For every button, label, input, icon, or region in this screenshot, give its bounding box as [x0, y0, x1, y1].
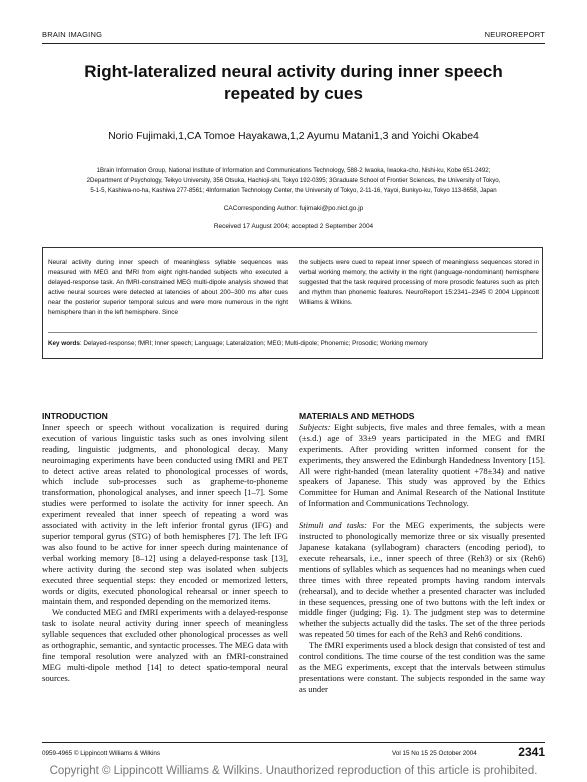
header-rule [42, 43, 545, 44]
methods-paragraph-3: The fMRI experiments used a block design that consisted of test and control conditions. The time course of the test condition was the same as the MEG experiments, except that the intervals between stimulus presentations were constant. The subjects responded in the same way as under [299, 640, 545, 694]
intro-paragraph-1: Inner speech or speech without vocalization is required during execution of various linguistic tasks such as ones involving silent reading, linguistic judgments, and phonological decay. Many neuroimaging experiments have been conducted using fMRI and PET to detect active areas related to phonological processes of words, which include sub-processes such as grapheme-to-phoneme transformation, phonological analyses, and inner speech [1–7]. Some studies were performed to isolate the activity for inner speech. An experiment revealed that inner speech of repeating a word was associated with activity in the left inferior frontal gyrus (IFG) and superior temporal gyrus (STG) of both hemispheres [7]. The left IFG was also found to be active for inner speech during maintenance of verbal working memory [8–12] using a delayed-response task [13], where activity during the second step was isolated when subjects executed three sequential steps: they encoded or memorized letters, words or digits, executed phonological rehearsal or inner speech to maintain them, and responded depending on the memorized items. [42, 421, 288, 607]
article-title: Right-lateralized neural activity during inner speech repeated by cues [84, 62, 503, 103]
stimuli-text: For the MEG experiments, the subjects were instructed to phonologically memorize three or six visually presented Japanese katakana (syllabogram) characters (encoding period), to execute rehearsals, i.e., inner speech of three (Reh3) or six (Reh6) mentions of syllables which as sequences had no meanings when cued three times with three repeated prompts having random intervals (rehearsal), and to decide whether a presented character was included in these sequences, pressing one of two buttons with the left index or middle finger (judging; Fig. 1). The judgment step was to determine whether the subjects actually did the tasks. The set of the three periods was repeated 50 times for each of the Reh3 and Reh6 conditions. [299, 520, 545, 640]
subjects-paragraph [299, 422, 545, 509]
intro-heading: INTRODUCTION [42, 411, 108, 421]
keywords [48, 340, 538, 347]
footer-rule [42, 742, 545, 743]
copyright-notice: Copyright © Lippincott Williams & Wilkins. Unauthorized reproduction of this article is prohibited. [49, 765, 538, 777]
abstract-right: the subjects were cued to repeat inner speech of meaningless sequences stored in verbal working memory, the activity in the right (language-nondominant) hemisphere suggested that the task required processing of more prosodic features such as pitch and rhythm than phonemic features. NeuroReport 15:2341–2345 © 2004 Lippincott Williams & Wilkins. [299, 259, 539, 306]
corresponding-author: CACorresponding Author: fujimaki@po.nict.go.jp [223, 205, 364, 212]
keywords-text: : Delayed-response; fMRI; Inner speech; Language; Lateralization; MEG; Multi-dipole; Phonemic; Prosodic; Working memory [79, 340, 428, 347]
left-column [42, 411, 288, 684]
volume-line: Vol 15 No 15 25 October 2004 [392, 750, 477, 757]
affiliation-line: 5-1-5, Kashiwa-no-ha, Kashiwa 277-8561; 4Information Technology Center, the University of Tokyo, 2-11-16, Yayoi, Bunkyo-ku, Tokyo 113-8658, Japan [90, 187, 497, 194]
section-label: BRAIN IMAGING [42, 30, 103, 39]
subjects-text: Eight subjects, five males and three females, with a mean (±s.d.) age of 33±9 years participated in the MEG and fMRI experiments. After providing written informed consent for the experiments, they answered the Edinburgh Handedness Inventory [15]. All were right-handed (mean laterality quotient +78±34) and native speakers of Japanese. This study was approved by the Ethics Committee for Human and Animal Research of the National Institute of Information and Communications Technology. [299, 421, 545, 509]
intro-paragraph-2: We conducted MEG and fMRI experiments with a delayed-response task to isolate neural activity during inner speech of meaningless syllable sequences that excluded other phonological processes as well as orthographic, semantic, and syntactic processes. The MEG data with fine temporal resolution were analyzed with an fMRI-constrained MEG multi-dipole method [14] to detect spatio-temporal neural sources. [42, 607, 288, 683]
keywords-divider [48, 332, 537, 333]
affiliations [40, 166, 547, 196]
journal-name: NEUROREPORT [484, 30, 545, 39]
author-list: Norio Fujimaki,1,CA Tomoe Hayakawa,1,2 Ayumu Matani1,3 and Yoichi Okabe4 [108, 130, 479, 142]
keywords-label: Key words [48, 340, 80, 347]
subjects-label: Subjects: [299, 421, 331, 432]
affiliation-line: 1Brain Information Group, National Institute of Information and Communications Technology, 588-2 Iwaoka, Iwaoka-cho, Nishi-ku, Kobe 651-2492; [96, 167, 491, 174]
stimuli-paragraph [299, 520, 545, 640]
affiliation-line: 2Department of Psychology, Teikyo University, 356 Otsuka, Hachioji-shi, Tokyo 192-0395; 3Graduate School of Frontier Sciences, the University of Tokyo, [86, 177, 501, 184]
page-number: 2341 [518, 745, 545, 759]
received-dates: Received 17 August 2004; accepted 2 September 2004 [213, 223, 374, 230]
stimuli-label: Stimuli and tasks: [299, 520, 367, 531]
issn-line: 0959-4965 © Lippincott Williams & Wilkins [42, 750, 161, 757]
right-column [299, 411, 545, 695]
methods-heading: MATERIALS AND METHODS [299, 411, 415, 421]
abstract-box [42, 247, 543, 359]
abstract-left: Neural activity during inner speech of meaningless syllable sequences was measured with MEG and fMRI from eight right-handed subjects who executed a delayed-response task. An fMRI-constrained MEG multi-dipole analysis showed that active neural sources were detected at latencies of about 200–300 ms after cues near the posterior superior temporal sulcus and were more numerous in the right hemisphere than in the left hemisphere. Since [48, 259, 288, 316]
